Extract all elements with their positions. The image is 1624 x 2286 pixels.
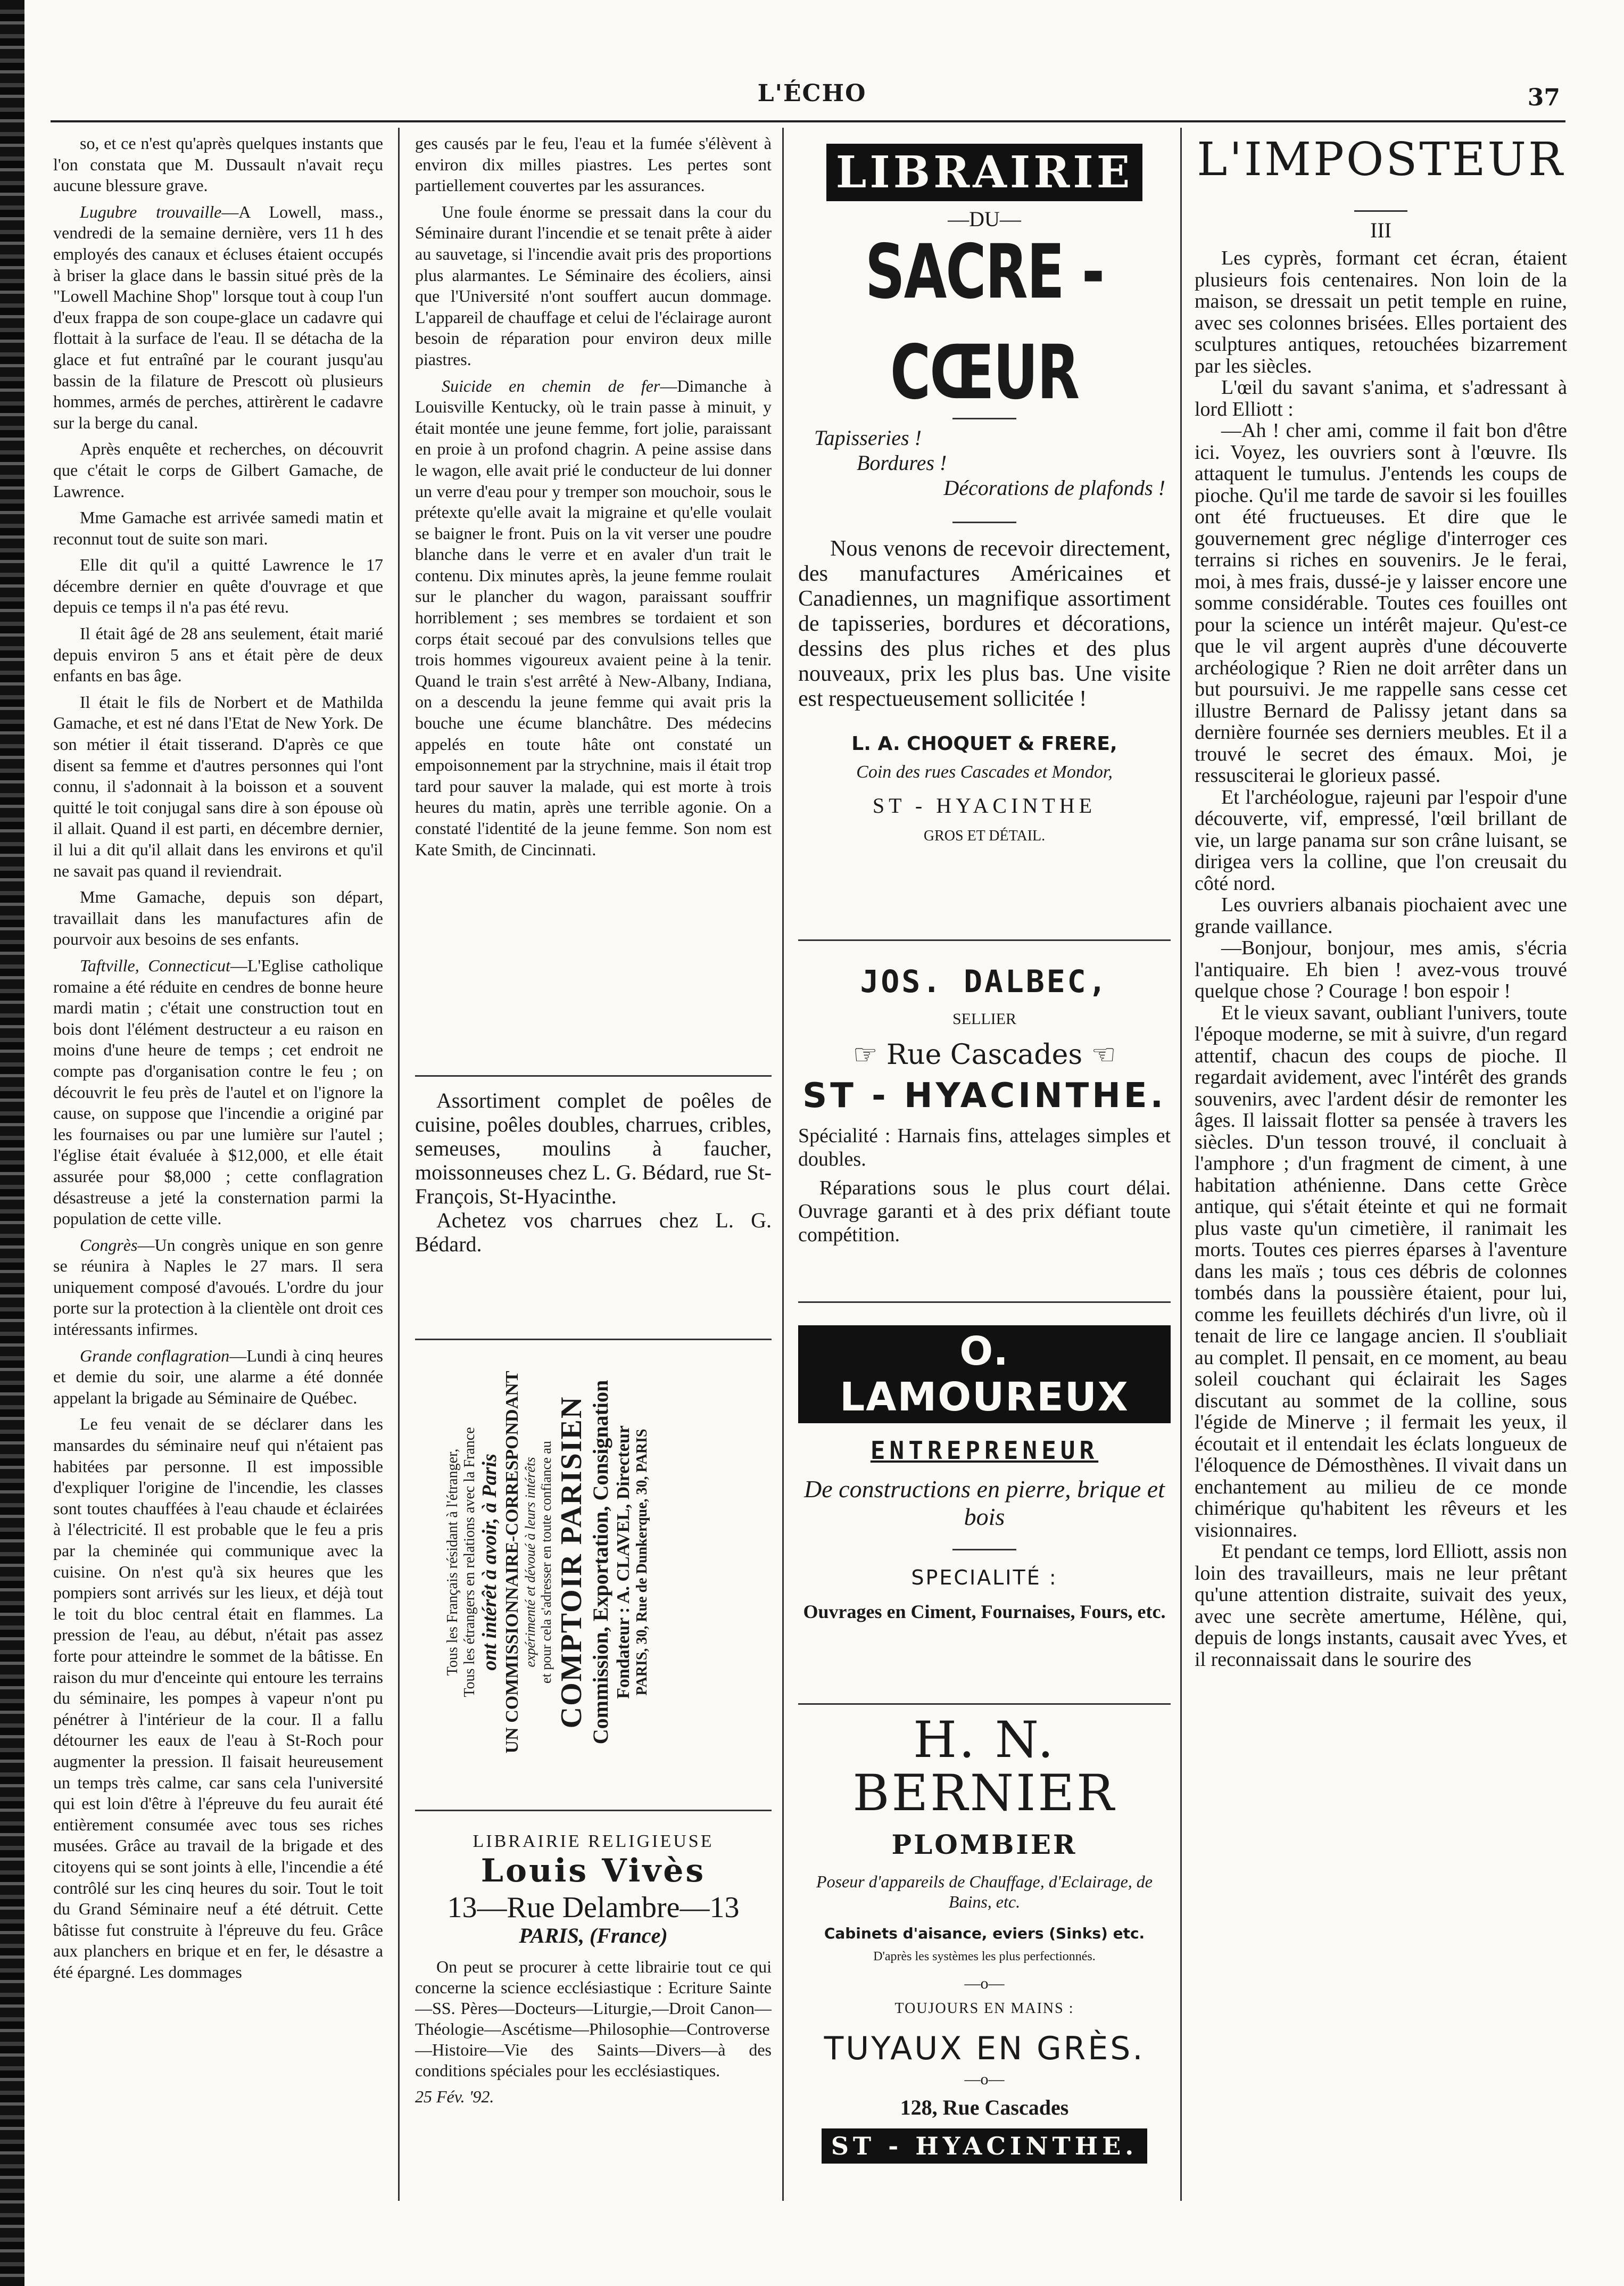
plumber-name: H. N. BERNIER bbox=[852, 1714, 1116, 1822]
story-paragraph: Et pendant ce temps, lord Elliott, assis non loin des travailleurs, mais ne leur prêtant qu'une attention distraite, suivait des yeux, avec une secrète amertume, Hélène, qui, depuis de longs instants, causait avec Yves, et il reconnaissait dans le sourire des bbox=[1195, 1540, 1567, 1671]
divider bbox=[952, 522, 1016, 523]
librairie-sacre-coeur-advertisement: LIBRAIRIE —DU— SACRE - CŒUR Tapisseries ! Bordures ! Décorations de plafonds ! Nous venons de recevoir directement, des manufactures Américaines et Canadiennes, un magnifique assortiment de tapisseries, bordures et décorations, dessins des plus riches et des plus nouveaux, prix les plus bas. Une visite est respectueusement sollicitée ! L. A. CHOQUET & FRERE, Coin des rues Cascades et Mondor, ST - HYACINTHE GROS ET DÉTAIL. bbox=[798, 144, 1171, 910]
divider bbox=[1354, 210, 1407, 212]
news-item: Il était âgé de 28 ans seulement, était marié depuis environ 5 ans et était père de deux enfants en bas âge. bbox=[53, 624, 383, 686]
news-item: Mme Gamache, depuis son départ, travaillait dans les manufactures afin de pourvoir aux besoins de ses enfants. bbox=[53, 887, 383, 949]
column-rule-2 bbox=[782, 128, 784, 2201]
shop-name: SACRE - CŒUR bbox=[865, 228, 1104, 416]
contractor-name: O. LAMOUREUX bbox=[798, 1325, 1171, 1423]
story-title: L'IMPOSTEUR bbox=[1197, 133, 1565, 186]
librairie-heading: LIBRAIRIE bbox=[826, 144, 1142, 201]
librairie-religieuse-advertisement: LIBRAIRIE RELIGIEUSE Louis Vivès 13—Rue Delambre—13 PARIS, (France) On peut se procurer à cette librairie tout ce qui concerne la science ecclésiastique : Ecriture Sainte—SS. Pères—Docteurs—Liturgie,—Droit Canon—Théologie—Ascétisme—Philosophie—Controverse—Histoire—Vie des Saints—Divers—à des conditions spéciales pour les ecclésiastiques. 25 Fév. '92. bbox=[415, 1831, 772, 2106]
story-paragraph: L'œil du savant s'anima, et s'adressant à lord Elliott : bbox=[1195, 376, 1567, 420]
news-item: Lugubre trouvaille—A Lowell, mass., vendredi de la semaine dernière, vers 11 h des employés des canaux et écluses étaient occupés à briser la glace dans le bassin situé près de la "Lowell Machine Shop" lorsque tout à coup l'un d'eux frappa de son coupe-glace un cadavre qui flottait à la surface de l'eau. Il se détacha de la glace et fut entraîné par le courant jusqu'au bassin de la filature de Prescott où plusieurs hommes, armés de perches, attirèrent le cadavre sur la berge du canal. bbox=[53, 202, 383, 432]
dalbec-advertisement: JOS. DALBEC, SELLIER ☞ Rue Cascades ☜ ST - HYACINTHE. Spécialité : Harnais fins, attelages simples et doubles. Réparations sous le plus court délai. Ouvrage garanti et à des prix défiant toute compétition. bbox=[798, 963, 1171, 1246]
news-item: Grande conflagration—Lundi à cinq heures et demie du soir, une alarme a été donnée appelant la brigade au Séminaire de Québec. bbox=[53, 1346, 383, 1407]
lamoureux-advertisement: O. LAMOUREUX ENTREPRENEUR De constructions en pierre, brique et bois SPECIALITÉ : Ouvrages en Ciment, Fournaises, Fours, etc. bbox=[798, 1325, 1171, 1698]
column-rule-1 bbox=[398, 128, 400, 2201]
stove-ad-call: Achetez vos charrues chez L. G. Bédard. bbox=[415, 1208, 772, 1256]
comptoir-parisien-advertisement: Tous les Français résidant à l'étranger, Tous les étrangers en relations avec la France ont intérêt à avoir, à Paris UN COMMISSIONNAIRE-CORRESPONDANT expérimenté et dévoué à leurs intérêts et pour cela s'adresser en toute confiance au COMPTOIR PARISIEN Commission, Exportation, Consignation Fondateur : A. CLAVEL, Directeur PARIS, 30, Rue de Dunkerque, 30, PARIS bbox=[444, 1371, 651, 1754]
page-number: 37 bbox=[1527, 84, 1560, 111]
ad-separator bbox=[798, 1703, 1171, 1705]
ad-separator bbox=[415, 1075, 772, 1077]
news-column-1 bbox=[53, 133, 383, 2209]
divider bbox=[952, 1549, 1016, 1550]
header-rule bbox=[51, 120, 1565, 122]
ad-separator bbox=[415, 1810, 772, 1811]
hand-pointer-icon: ☜ bbox=[1091, 1039, 1116, 1071]
news-item: Taftville, Connecticut—L'Eglise catholique romaine a été réduite en cendres de bonne heure mardi matin ; c'était une construction tout en bois dont l'élément destructeur a eu raison en moins d'une heure de temps ; cet endroit ne compte pas d'organisation contre le feu ; on découvrit le feu près de l'autel et on l'ignore la cause, on suppose que l'incendie a originé par les fournaises ou par une lumière sur l'autel ; l'église était évaluée à $12,000, et elle était assurée pour $8,000 ; cette conflagration désastreuse a jeté la consternation parmi la population de cette ville. bbox=[53, 955, 383, 1228]
news-item: so, et ce n'est qu'après quelques instants que l'on constata que M. Dussault n'avait reçu aucune blessure grave. bbox=[53, 134, 383, 195]
news-item: Une foule énorme se pressait dans la cour du Séminaire durant l'incendie et se tenait prête à aider au sauvetage, si l'incendie avait pris des proportions plus alarmantes. Le Séminaire des écoliers, ainsi que l'Université n'ont souffert aucun dommage. L'appareil de chauffage et celui de l'éclairage auront besoin de réparation pour environ deux mille piastres. bbox=[415, 202, 772, 369]
news-item: Congrès—Un congrès unique en son genre se réunira à Naples le 27 mars. Il sera uniquement composé d'avoués. L'ordre du jour porte sur la protection à la clientèle ont droit ces intéressants infirmes. bbox=[53, 1235, 383, 1339]
column-rule-3 bbox=[1180, 128, 1182, 2201]
ad-separator bbox=[798, 1301, 1171, 1303]
chapter-number: III bbox=[1370, 218, 1391, 242]
bernier-advertisement: H. N. BERNIER PLOMBIER Poseur d'appareils de Chauffage, d'Eclairage, de Bains, etc. Cabinets d'aisance, eviers (Sinks) etc. D'après les systèmes les plus perfectionnés. —o— TOUJOURS EN MAINS : TUYAUX EN GRÈS. —o— 128, Rue Cascades ST - HYACINTHE. bbox=[798, 1714, 1171, 2193]
news-item: Il était le fils de Norbert et de Mathilda Gamache, et est né dans l'Etat de New York. De son métier il était tisserand. D'après ce que disent sa femme et d'autres personnes qui l'ont connu, il s'adonnait à la boisson et a souvent quitté le toit conjugal sans dire à son épouse où il allait. Quand il est parti, en décembre dernier, il lui a dit qu'il allait dans les environs et qu'il ne savait pas quand il reviendrait. bbox=[53, 692, 383, 880]
ad-separator bbox=[798, 939, 1171, 941]
news-item: Mme Gamache est arrivée samedi matin et reconnut tout de suite son mari. bbox=[53, 508, 383, 548]
stove-ad-text: Assortiment complet de poêles de cuisine, poêles doubles, charrues, cribles, semeuses, moulins à faucher, moissonneuses chez L. G. Bédard, rue St-François, St-Hyacinthe. bbox=[415, 1088, 772, 1208]
news-column-2 bbox=[415, 133, 772, 1070]
story-paragraph: —Ah ! cher ami, comme il fait bon d'être ici. Voyez, les ouvriers sont à l'œuvre. Ils attaquent le tumulus. J'entends les coups de pioche. Qu'il me tarde de savoir si les fouilles ont été fructueuses. Et dire que le gouvernement grec néglige d'interroger ces terrains si riches en souvenirs. Je le ferai, moi, à mes frais, dussé-je y laisser encore une somme considérable. Toutes ces fouilles ont pour la science un intérêt majeur. Qu'est-ce que le vil argent auprès d'une découverte archéologique ? Rien ne doit arrêter dans un but poursuivi. Je me rappelle sans cesse cet illustre Bernard de Palissy jetant dans sa dernière fournée ses derniers meubles. Et il a trouvé le secret des émaux. Moi, je ressusciterai le glorieux passé. bbox=[1195, 419, 1567, 787]
hand-pointer-icon: ☞ bbox=[852, 1039, 878, 1071]
ad-separator bbox=[415, 1339, 772, 1340]
news-item: Le feu venait de se déclarer dans les mansardes du séminaire neuf qui n'étaient pas habitées par personne. Il est impossible d'expliquer l'origine de l'incendie, les classes sont toutes chauffées à l'eau chaude et éclairées à l'électricité. Il est probable que le feu a pris par la cheminée qui communique avec la cuisine. On n'est qu'à six heures que les pompiers sont arrivés sur les lieux, et déjà tout le toit du bloc central était en flammes. La pression de l'eau, au début, n'était pas assez forte pour atteindre le sommet de la bâtisse. En raison du mur d'enceinte qui entoure les terrains du séminaire, les pompes à vapeur n'ont pu pénétrer à l'intérieur de la cour. Il a fallu détourner les eaux de l'eau à St-Roch pour augmenter la pression. Il faisait heureusement un temps très calme, car sans cela l'université qui est loin d'être à l'épreuve du feu aurait été entièrement consumée avec tous ses riches musées. Grâce au travail de la brigade et des citoyens qui se sont joints à elle, l'incendie a été contrôlé sur les cinq heures du soir. Tout le toit du Grand Séminaire neuf a été détruit. Cette bâtisse fut construite à l'épreuve du feu. Grâce aux planchers en brique et en fer, le désastre a été épargné. Les dommages bbox=[53, 1414, 383, 1982]
serial-story-column bbox=[1195, 133, 1567, 2209]
news-item: ges causés par le feu, l'eau et la fumée s'élèvent à environ dix milles piastres. Les pertes sont partiellement couvertes par les assurances. bbox=[415, 134, 772, 195]
news-item: Suicide en chemin de fer—Dimanche à Louisville Kentucky, où le train passe à minuit, y était montée une jeune femme, fort jolie, paraissant en proie à un profond chagrin. A peine assise dans le wagon, elle avait prié le conducteur de lui donner un verre d'eau pour y tremper son mouchoir, sous le prétexte qu'elle avait la migraine et qu'elle voulait se baigner le front. Puis on la vit verser une poudre blanche dans le verre et en avaler d'un trait le contenu. Dix minutes après, la jeune femme roulait sur le plancher du wagon, paraissant souffrir horriblement ; ses membres se tordaient et son corps était secoué par des convulsions telles que trois hommes vigoureux avaient peine à la tenir. Quand le train s'est arrêté à New-Albany, Indiana, on a descendu la jeune femme qui avait pris la bouche une écume blanchâtre. Des médecins appelés en toute hâte ont constaté un empoisonnement par la strychnine, mais il était trop tard pour sauver la malade, qui est morte à trois heures du matin, après une terrible agonie. On a constaté l'identité de la jeune femme. Son nom est Kate Smith, de Cincinnati. bbox=[415, 376, 772, 859]
story-paragraph: Les cyprès, formant cet écran, étaient plusieurs fois centenaires. Non loin de la maison, se dressait un petit temple en ruine, avec ses colonnes brisées. Elles portaient des sculptures antiques, retouchées bizarrement par les siècles. bbox=[1195, 247, 1567, 377]
saddler-name: JOS. DALBEC, bbox=[860, 963, 1109, 1000]
news-item: Après enquête et recherches, on découvrit que c'était le corps de Gilbert Gamache, de Lawrence. bbox=[53, 439, 383, 501]
binding-edge bbox=[0, 0, 24, 2286]
stove-advertisement bbox=[415, 1088, 772, 1317]
publisher-name: Louis Vivès bbox=[480, 1852, 706, 1889]
story-paragraph: Et le vieux savant, oubliant l'univers, toute l'époque moderne, se mit à suivre, d'un regard attentif, chacun des coups de pioche. Il regardait avidement, avec l'intérêt des grands souvenirs, avec l'ardent désir de remonter les âges. Il laissait flotter sa pensée à travers les siècles. D'un tesson trouvé, il concluait à l'amphore ; d'un fragment de ciment, à une habitation athénienne. Dans cette Grèce antique, qui s'était éteinte et qui ne formait plus vaste qu'un cimetière, il ranimait les morts. Toutes ces pierres éparses à l'aventure dans les maïs ; tous ces débris de colonnes tombés dans la poussière étaient, pour lui, comme les feuillets déchirés d'un livre, où il tenait de lire ce langage ancien. Il s'oubliait au complet. Il pensait, en ce moment, au beau soleil couchant qui éclairait les Sages discutant au sommet de la colline, sous l'égide de Minerve ; il fermait les yeux, il écoutait et il entendait les éclats longueux de l'éloquence de Démosthènes. Il vivait dans un enchantement au milieu de ce monde chimérique qu'habitent les rêveurs et les visionnaires. bbox=[1195, 1001, 1567, 1541]
newspaper-title: L'ÉCHO bbox=[757, 80, 867, 107]
story-paragraph: Les ouvriers albanais piochaient avec une grande vaillance. bbox=[1195, 894, 1567, 938]
story-paragraph: —Bonjour, bonjour, mes amis, s'écria l'antiquaire. Eh bien ! avez-vous trouvé quelque chose ? Courage ! bon espoir ! bbox=[1195, 937, 1567, 1002]
story-paragraph: Et l'archéologue, rajeuni par l'espoir d'une découverte, vif, empressé, l'œil brillant de vie, un large panama sur son crâne luisant, se dirigea vers la colline, que l'on creusait du côté nord. bbox=[1195, 786, 1567, 895]
news-item: Elle dit qu'il a quitté Lawrence le 17 décembre dernier en quête d'ouvrage et que depuis ce temps il n'a pas été revu. bbox=[53, 555, 383, 617]
